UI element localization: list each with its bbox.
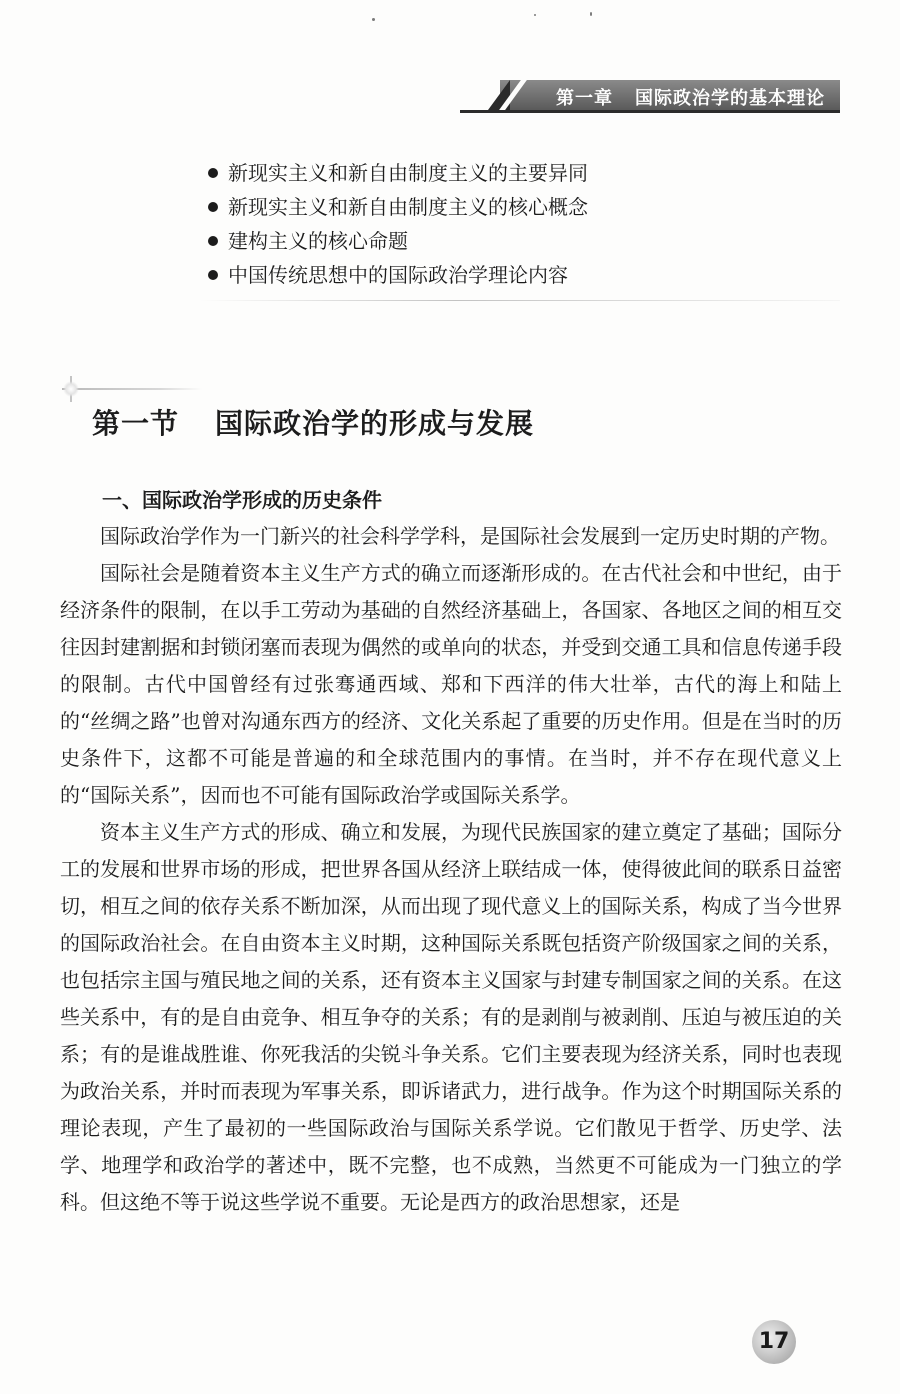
- page-number: 17: [758, 1329, 790, 1354]
- bullet-dot-icon: [208, 202, 218, 212]
- body-text: [60, 518, 842, 1221]
- objective-text: 新现实主义和新自由制度主义的主要异同: [228, 161, 588, 185]
- section-title-text: 国际政治学的形成与发展: [215, 407, 535, 440]
- ornament-line: [62, 388, 202, 390]
- section-title: [92, 402, 534, 442]
- header-chapter-title: 国际政治学的基本理论: [635, 88, 825, 109]
- objective-item: [208, 190, 588, 224]
- objective-text: 建构主义的核心命题: [228, 229, 408, 253]
- section-number: 第一节: [92, 407, 180, 440]
- header-rule: [460, 110, 840, 113]
- subsection-title: 一、国际政治学形成的历史条件: [102, 488, 382, 512]
- sparkle-icon: [63, 381, 79, 397]
- objective-text: 新现实主义和新自由制度主义的核心概念: [228, 195, 588, 219]
- bullet-dot-icon: [208, 236, 218, 246]
- objective-item: [208, 156, 588, 190]
- bullet-dot-icon: [208, 270, 218, 280]
- paragraph: 国际社会是随着资本主义生产方式的确立而逐渐形成的。在古代社会和中世纪，由于经济条件的限制，在以手工劳动为基础的自然经济基础上，各国家、各地区之间的相互交往因封建割据和封锁闭塞而表现为偶然的或单向的状态，并受到交通工具和信息传递手段的限制。古代中国曾经有过张骞通西域、郑和下西洋的伟大壮举，古代的海上和陆上的“丝绸之路”也曾对沟通东西方的经济、文化关系起了重要的历史作用。但是在当时的历史条件下，这都不可能是普遍的和全球范围内的事情。在当时，并不存在现代意义上的“国际关系”，因而也不可能有国际政治学或国际关系学。: [60, 561, 842, 807]
- bullet-dot-icon: [208, 168, 218, 178]
- paragraph: 资本主义生产方式的形成、确立和发展，为现代民族国家的建立奠定了基础；国际分工的发展和世界市场的形成，把世界各国从经济上联结成一体，使得彼此间的联系日益密切，相互之间的依存关系不断加深，从而出现了现代意义上的国际关系，构成了当今世界的国际政治社会。在自由资本主义时期，这种国际关系既包括资产阶级国家之间的关系，也包括宗主国与殖民地之间的关系，还有资本主义国家与封建专制国家之间的关系。在这些关系中，有的是自由竞争、相互争夺的关系；有的是剥削与被剥削、压迫与被压迫的关系；有的是谁战胜谁、你死我活的尖锐斗争关系。它们主要表现为经济关系，同时也表现为政治关系，并时而表现为军事关系，即诉诸武力，进行战争。作为这个时期国际关系的理论表现，产生了最初的一些国际政治与国际关系学说。它们散见于哲学、历史学、法学、地理学和政治学的著述中，既不完整，也不成熟，当然更不可能成为一门独立的学科。但这绝不等于说这些学说不重要。无论是西方的政治思想家，还是: [60, 820, 842, 1214]
- objective-item: [208, 224, 588, 258]
- scan-speck: [534, 14, 536, 16]
- scan-speck: [590, 12, 592, 16]
- header-chapter: 第一章: [556, 88, 613, 109]
- header-title: [556, 84, 825, 110]
- objective-text: 中国传统思想中的国际政治学理论内容: [228, 263, 568, 287]
- objectives-divider: [200, 300, 840, 301]
- objective-item: [208, 258, 588, 292]
- scan-speck: [372, 18, 375, 21]
- page-number-badge: [752, 1320, 796, 1364]
- paragraph: 国际政治学作为一门新兴的社会科学学科，是国际社会发展到一定历史时期的产物。: [100, 524, 840, 548]
- objectives-list: [208, 156, 588, 292]
